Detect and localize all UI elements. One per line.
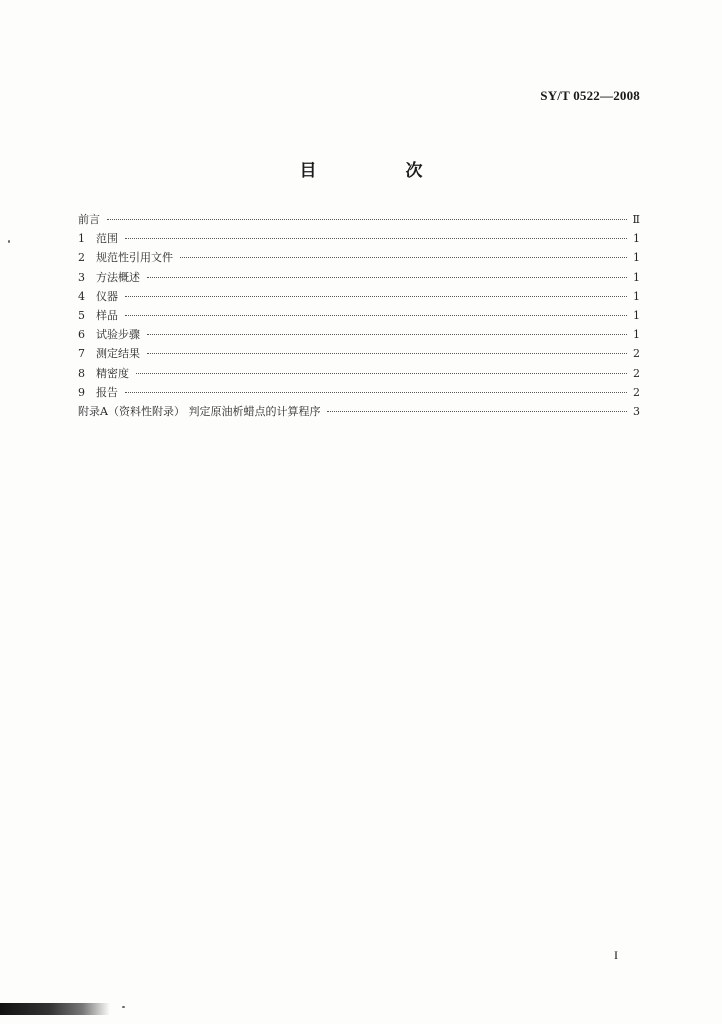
toc-label: 试验步骤	[96, 328, 140, 342]
toc-entry-foreword[interactable]	[78, 210, 640, 229]
toc-dot-leader	[180, 257, 627, 258]
scan-speck	[8, 240, 10, 243]
toc-label: 附录A（资料性附录） 判定原油析蜡点的计算程序	[78, 404, 321, 418]
toc-dot-leader	[125, 392, 627, 393]
toc-page: 3	[633, 404, 640, 418]
toc-dot-leader	[327, 411, 627, 412]
toc-entry-precision[interactable]	[78, 364, 640, 383]
table-of-contents	[78, 210, 640, 421]
toc-page: 2	[633, 347, 640, 361]
standard-code: SY/T 0522—2008	[540, 88, 640, 103]
scan-speck	[122, 1006, 125, 1008]
toc-dot-leader	[147, 334, 627, 335]
toc-label: 规范性引用文件	[96, 251, 173, 265]
page-number: I	[614, 948, 618, 962]
toc-page: Ⅱ	[632, 213, 640, 226]
toc-number: 4	[78, 289, 85, 303]
toc-entry-apparatus[interactable]	[78, 287, 640, 306]
toc-dot-leader	[125, 315, 627, 316]
toc-label: 报告	[96, 385, 118, 399]
toc-page: 1	[633, 232, 640, 246]
toc-entry-sample[interactable]	[78, 306, 640, 325]
toc-dot-leader	[107, 219, 627, 220]
toc-entry-annex-a[interactable]	[78, 402, 640, 421]
toc-label: 仪器	[96, 289, 118, 303]
toc-page: 2	[633, 385, 640, 399]
toc-page: 1	[633, 251, 640, 265]
toc-number: 5	[78, 308, 85, 322]
toc-page: 2	[633, 366, 640, 380]
toc-number: 1	[78, 232, 85, 246]
toc-dot-leader	[125, 238, 627, 239]
page-title: 目 次	[299, 161, 459, 181]
toc-entry-method-overview[interactable]	[78, 268, 640, 287]
toc-label: 测定结果	[96, 347, 140, 361]
toc-entry-test-procedure[interactable]	[78, 325, 640, 344]
toc-page: 1	[633, 270, 640, 284]
toc-entry-normative-references[interactable]	[78, 248, 640, 267]
toc-page: 1	[633, 328, 640, 342]
toc-dot-leader	[136, 373, 627, 374]
toc-page: 1	[633, 289, 640, 303]
toc-dot-leader	[147, 277, 627, 278]
toc-entry-scope[interactable]	[78, 229, 640, 248]
toc-number: 8	[78, 366, 85, 380]
toc-page: 1	[633, 308, 640, 322]
toc-dot-leader	[147, 353, 627, 354]
toc-entry-results[interactable]	[78, 344, 640, 363]
toc-label: 前言	[78, 213, 100, 226]
toc-number: 3	[78, 270, 85, 284]
scan-artifact	[0, 1003, 110, 1015]
toc-number: 7	[78, 347, 85, 361]
toc-number: 9	[78, 385, 85, 399]
toc-label: 精密度	[96, 366, 129, 380]
toc-number: 6	[78, 328, 85, 342]
toc-entry-report[interactable]	[78, 383, 640, 402]
toc-dot-leader	[125, 296, 627, 297]
toc-number: 2	[78, 251, 85, 265]
toc-label: 样品	[96, 308, 118, 322]
toc-label: 范围	[96, 232, 118, 246]
toc-label: 方法概述	[96, 270, 140, 284]
